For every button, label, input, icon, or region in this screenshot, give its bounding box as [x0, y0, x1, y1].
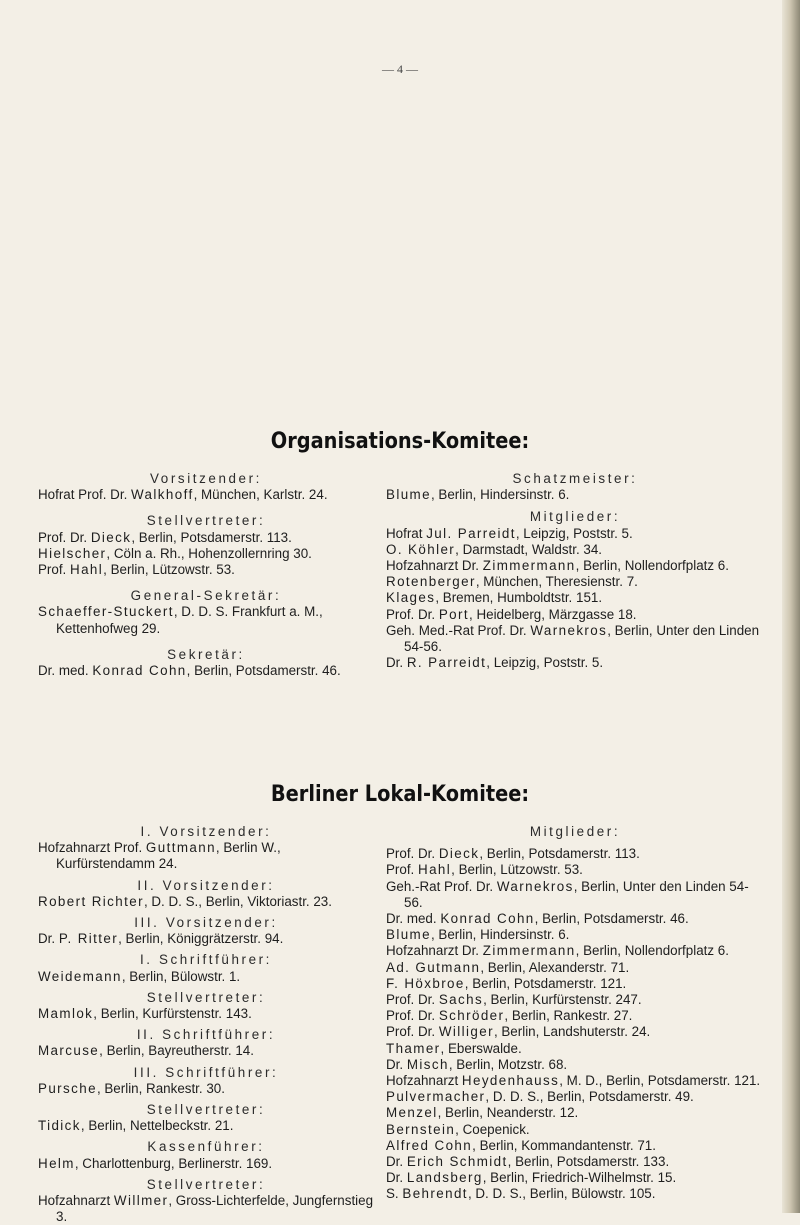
member-name: Rotenberger [386, 574, 476, 590]
member-title: Prof. [38, 562, 70, 578]
member-entry [386, 960, 764, 976]
member-entry [38, 487, 374, 503]
member-address: , Charlottenburg, Berlinerstr. 169. [74, 1155, 273, 1171]
member-entry [38, 1193, 374, 1225]
member-name: Pursche [38, 1080, 97, 1096]
section-spacer [38, 578, 374, 588]
member-name: Alfred Cohn [386, 1137, 473, 1153]
member-entry [386, 542, 764, 558]
section-label: Sekretär: [167, 646, 245, 662]
section-label: I. Schriftführer: [139, 952, 272, 968]
member-name: Williger [438, 1024, 494, 1040]
member-address: , Berlin, Alexanderstr. 71. [480, 959, 630, 975]
member-entry [386, 526, 764, 542]
member-title: Dr. [386, 1170, 407, 1186]
member-name: Erich Schmidt [406, 1154, 508, 1170]
member-entry [386, 1105, 764, 1121]
page-edge-shadow [782, 0, 800, 1213]
member-name: O. Köhler [386, 541, 456, 557]
member-title: Dr. med. [38, 663, 93, 679]
member-title: Dr. [38, 931, 59, 947]
section-label: III. Schriftführer: [133, 1064, 279, 1080]
heading-organisations-komitee: Organisations-Komitee: [270, 429, 530, 454]
member-name: Hahl [70, 562, 104, 578]
section-spacer [38, 503, 374, 513]
berliner-right-column [386, 824, 764, 1203]
member-address: , Bremen, Humboldtstr. 151. [435, 590, 603, 606]
member-name: Weidemann [38, 968, 122, 984]
member-name: Zimmermann [482, 943, 576, 959]
member-entry [38, 840, 374, 872]
member-entry [386, 655, 764, 671]
member-name: Konrad Cohn [92, 663, 187, 679]
member-name: Helm [38, 1155, 75, 1171]
member-name: Zimmermann [482, 558, 576, 574]
member-entry [386, 487, 764, 503]
member-title: Hofzahnarzt Prof. [38, 840, 146, 856]
org-left-column [38, 471, 374, 679]
member-address: , Berlin, Bayreutherstr. 14. [99, 1043, 254, 1059]
section-label: Stellvertreter: [146, 1176, 266, 1192]
member-name: Thamer [386, 1040, 441, 1056]
member-name: Jul. Parreidt [426, 525, 516, 541]
member-entry [386, 1008, 764, 1024]
member-entry [386, 862, 764, 878]
member-name: Ad. Gutmann [386, 959, 481, 975]
member-entry [386, 574, 764, 590]
member-title: Prof. [386, 862, 418, 878]
member-name: Menzel [386, 1105, 438, 1121]
member-name: Willmer [113, 1193, 169, 1209]
member-title: Prof. Dr. [386, 1008, 439, 1024]
section-label: III. Vorsitzender: [134, 915, 278, 931]
section-label: II. Vorsitzender: [137, 877, 275, 893]
org-right-column [386, 471, 764, 671]
member-title: Prof. Dr. [38, 529, 91, 545]
member-address: , Berlin, Kurfürstenstr. 143. [93, 1006, 252, 1022]
member-title: Dr. [386, 655, 407, 671]
member-entry [38, 1081, 374, 1097]
section-label: Vorsitzender: [150, 471, 262, 486]
member-address: , Berlin, Hindersinstr. 6. [430, 927, 570, 943]
member-entry [38, 604, 374, 636]
member-entry [38, 530, 374, 546]
member-name: Tidick [38, 1118, 81, 1134]
heading-berliner-lokal-komitee: Berliner Lokal-Komitee: [270, 782, 530, 807]
member-title: Hofzahnarzt Dr. [386, 558, 483, 574]
member-address: , Berlin, Königgrätzerstr. 94. [118, 931, 284, 947]
section-label: Mitglieder: [529, 509, 621, 525]
member-entry [386, 1089, 764, 1105]
section-label: General-Sekretär: [130, 588, 282, 604]
member-name: Blume [386, 927, 431, 943]
member-entry [386, 1186, 764, 1202]
member-address: , Berlin, Nettelbeckstr. 21. [80, 1118, 234, 1134]
member-entry [386, 1154, 764, 1170]
member-address: , D. D. S., Berlin, Potsdamerstr. 49. [485, 1089, 694, 1105]
member-entry [38, 1006, 374, 1022]
member-address: , D. D. S. Frankfurt a. M., Kettenhofweg 29. [56, 604, 323, 636]
member-name: Mamlok [38, 1006, 94, 1022]
section-label: II. Schriftführer: [136, 1027, 276, 1043]
member-entry [38, 969, 374, 985]
member-entry [38, 894, 374, 910]
member-address: , Berlin, Rankestr. 30. [96, 1080, 225, 1096]
member-entry [386, 1057, 764, 1073]
member-title: Prof. Dr. [386, 606, 439, 622]
member-name: Klages [386, 590, 436, 606]
member-name: F. Höxbroe [386, 975, 465, 991]
member-address: , Berlin, Kommandantenstr. 71. [472, 1137, 656, 1153]
member-address: , Berlin, Potsdamerstr. 113. [131, 529, 292, 545]
member-title: Prof. Dr. [386, 992, 439, 1008]
member-address: , Berlin, Lützowstr. 53. [103, 562, 235, 578]
member-address: , Berlin, Motzstr. 68. [448, 1056, 568, 1072]
member-address: , Leipzig, Poststr. 5. [515, 525, 633, 541]
member-address: , Berlin, Friedrich-Wilhelmstr. 15. [482, 1170, 677, 1186]
member-name: Robert Richter [38, 893, 144, 909]
member-name: Pulvermacher [386, 1089, 486, 1105]
member-address: , Berlin, Potsdamerstr. 113. [479, 846, 640, 862]
member-address: , M. D., Berlin, Potsdamerstr. 121. [559, 1073, 761, 1089]
member-entry [386, 1041, 764, 1057]
member-entry [386, 1122, 764, 1138]
member-entry [38, 562, 374, 578]
member-entry [386, 623, 764, 655]
section-label: I. Vorsitzender: [140, 824, 272, 839]
member-name: Sachs [438, 992, 484, 1008]
section-label: Mitglieder: [529, 824, 621, 839]
berliner-left-column [38, 824, 374, 1225]
member-address: , Berlin, Bülowstr. 1. [121, 968, 241, 984]
member-entry [38, 931, 374, 947]
member-entry [38, 1118, 374, 1134]
member-address: , Berlin, Unter den Linden 54-56. [404, 622, 760, 655]
member-name: Dieck [438, 846, 480, 862]
member-entry [38, 1156, 374, 1172]
member-entry [386, 992, 764, 1008]
member-entry [38, 1043, 374, 1059]
member-name: Guttmann [145, 840, 216, 856]
member-name: Port [438, 606, 470, 622]
member-entry [38, 663, 374, 679]
member-title: Hofrat Prof. Dr. [38, 487, 132, 503]
member-name: P. Ritter [58, 931, 119, 947]
member-name: Landsberg [406, 1170, 483, 1186]
member-address: , Berlin, Potsdamerstr. 133. [507, 1154, 670, 1170]
member-entry [386, 927, 764, 943]
member-address: , Gross-Lichterfelde, Jungfernstieg 3. [56, 1193, 374, 1225]
member-entry [386, 911, 764, 927]
member-title: Dr. [386, 1154, 407, 1170]
member-title: Hofzahnarzt [386, 1073, 462, 1089]
member-name: Schaeffer-Stuckert [38, 604, 174, 620]
member-title: Dr. [386, 1056, 407, 1072]
member-name: Warnekros [496, 878, 574, 894]
member-name: Heydenhauss [461, 1073, 560, 1089]
section-label: Stellvertreter: [146, 513, 266, 529]
member-address: , Berlin, Nollendorfplatz 6. [575, 558, 729, 574]
member-entry [38, 546, 374, 562]
member-title: Prof. Dr. [386, 846, 439, 862]
member-address: , Berlin, Potsdamerstr. 121. [464, 975, 627, 991]
member-name: Behrendt [402, 1186, 468, 1202]
member-address: , Coepenick. [455, 1121, 530, 1137]
member-address: , Berlin, Neanderstr. 12. [437, 1105, 579, 1121]
member-address: , Berlin, Rankestr. 27. [504, 1008, 633, 1024]
member-title: Geh. Med.-Rat Prof. Dr. [386, 622, 531, 638]
member-address: , Berlin, Potsdamerstr. 46. [534, 911, 689, 927]
member-name: Hahl [418, 862, 452, 878]
member-name: R. Parreidt [406, 655, 487, 671]
member-name: Hielscher [38, 545, 107, 561]
member-name: Warnekros [530, 622, 608, 638]
member-name: Bernstein [386, 1121, 456, 1137]
member-title: Dr. med. [386, 911, 441, 927]
member-address: , D. D. S., Berlin, Viktoriastr. 23. [143, 893, 332, 909]
member-name: Konrad Cohn [440, 911, 535, 927]
member-address: , Berlin, Potsdamerstr. 46. [186, 663, 341, 679]
member-address: , Berlin, Lützowstr. 53. [451, 862, 583, 878]
member-address: , Berlin W., Kurfürstendamm 24. [56, 840, 281, 872]
member-name: Blume [386, 487, 431, 503]
member-title: Hofrat [386, 525, 427, 541]
member-address: , Berlin, Landshuterstr. 24. [493, 1024, 651, 1040]
member-address: , München, Theresienstr. 7. [475, 574, 638, 590]
member-address: , Berlin, Hindersinstr. 6. [430, 487, 570, 503]
member-name: Marcuse [38, 1043, 100, 1059]
section-spacer [38, 637, 374, 647]
member-address: , Berlin, Nollendorfplatz 6. [575, 943, 729, 959]
member-address: , Darmstadt, Waldstr. 34. [455, 541, 603, 557]
member-entry [386, 590, 764, 606]
member-address: , Heidelberg, Märzgasse 18. [469, 606, 637, 622]
member-address: , Eberswalde. [440, 1040, 522, 1056]
member-address: , München, Karlstr. 24. [193, 487, 328, 503]
page-number: — 4 — [382, 62, 418, 76]
member-entry [386, 846, 764, 862]
section-label: Kassenführer: [147, 1139, 265, 1155]
member-name: Dieck [90, 529, 132, 545]
member-title: Prof. Dr. [386, 1024, 439, 1040]
member-address: , Leipzig, Poststr. 5. [486, 655, 604, 671]
member-entry [386, 1073, 764, 1089]
section-label: Schatzmeister: [512, 471, 638, 486]
member-entry [386, 607, 764, 623]
section-label: Stellvertreter: [146, 989, 266, 1005]
member-entry [386, 943, 764, 959]
member-title: Hofzahnarzt [38, 1193, 114, 1209]
section-label: Stellvertreter: [146, 1102, 266, 1118]
member-entry [386, 1138, 764, 1154]
member-entry [386, 558, 764, 574]
member-title: Hofzahnarzt Dr. [386, 943, 483, 959]
member-name: Schröder [438, 1008, 505, 1024]
member-name: Walkhoff [131, 487, 194, 503]
member-address: , Berlin, Kurfürstenstr. 247. [483, 992, 642, 1008]
member-entry [386, 1024, 764, 1040]
member-title: Geh.-Rat Prof. Dr. [386, 878, 497, 894]
member-title: S. [386, 1186, 403, 1202]
member-entry [386, 976, 764, 992]
member-address: , Cöln a. Rh., Hohenzollernring 30. [106, 545, 312, 561]
member-name: Misch [406, 1056, 449, 1072]
member-entry [386, 1170, 764, 1186]
member-address: , D. D. S., Berlin, Bülowstr. 105. [467, 1186, 656, 1202]
member-address: , Berlin, Unter den Linden 54-56. [404, 878, 749, 910]
member-entry [386, 879, 764, 911]
